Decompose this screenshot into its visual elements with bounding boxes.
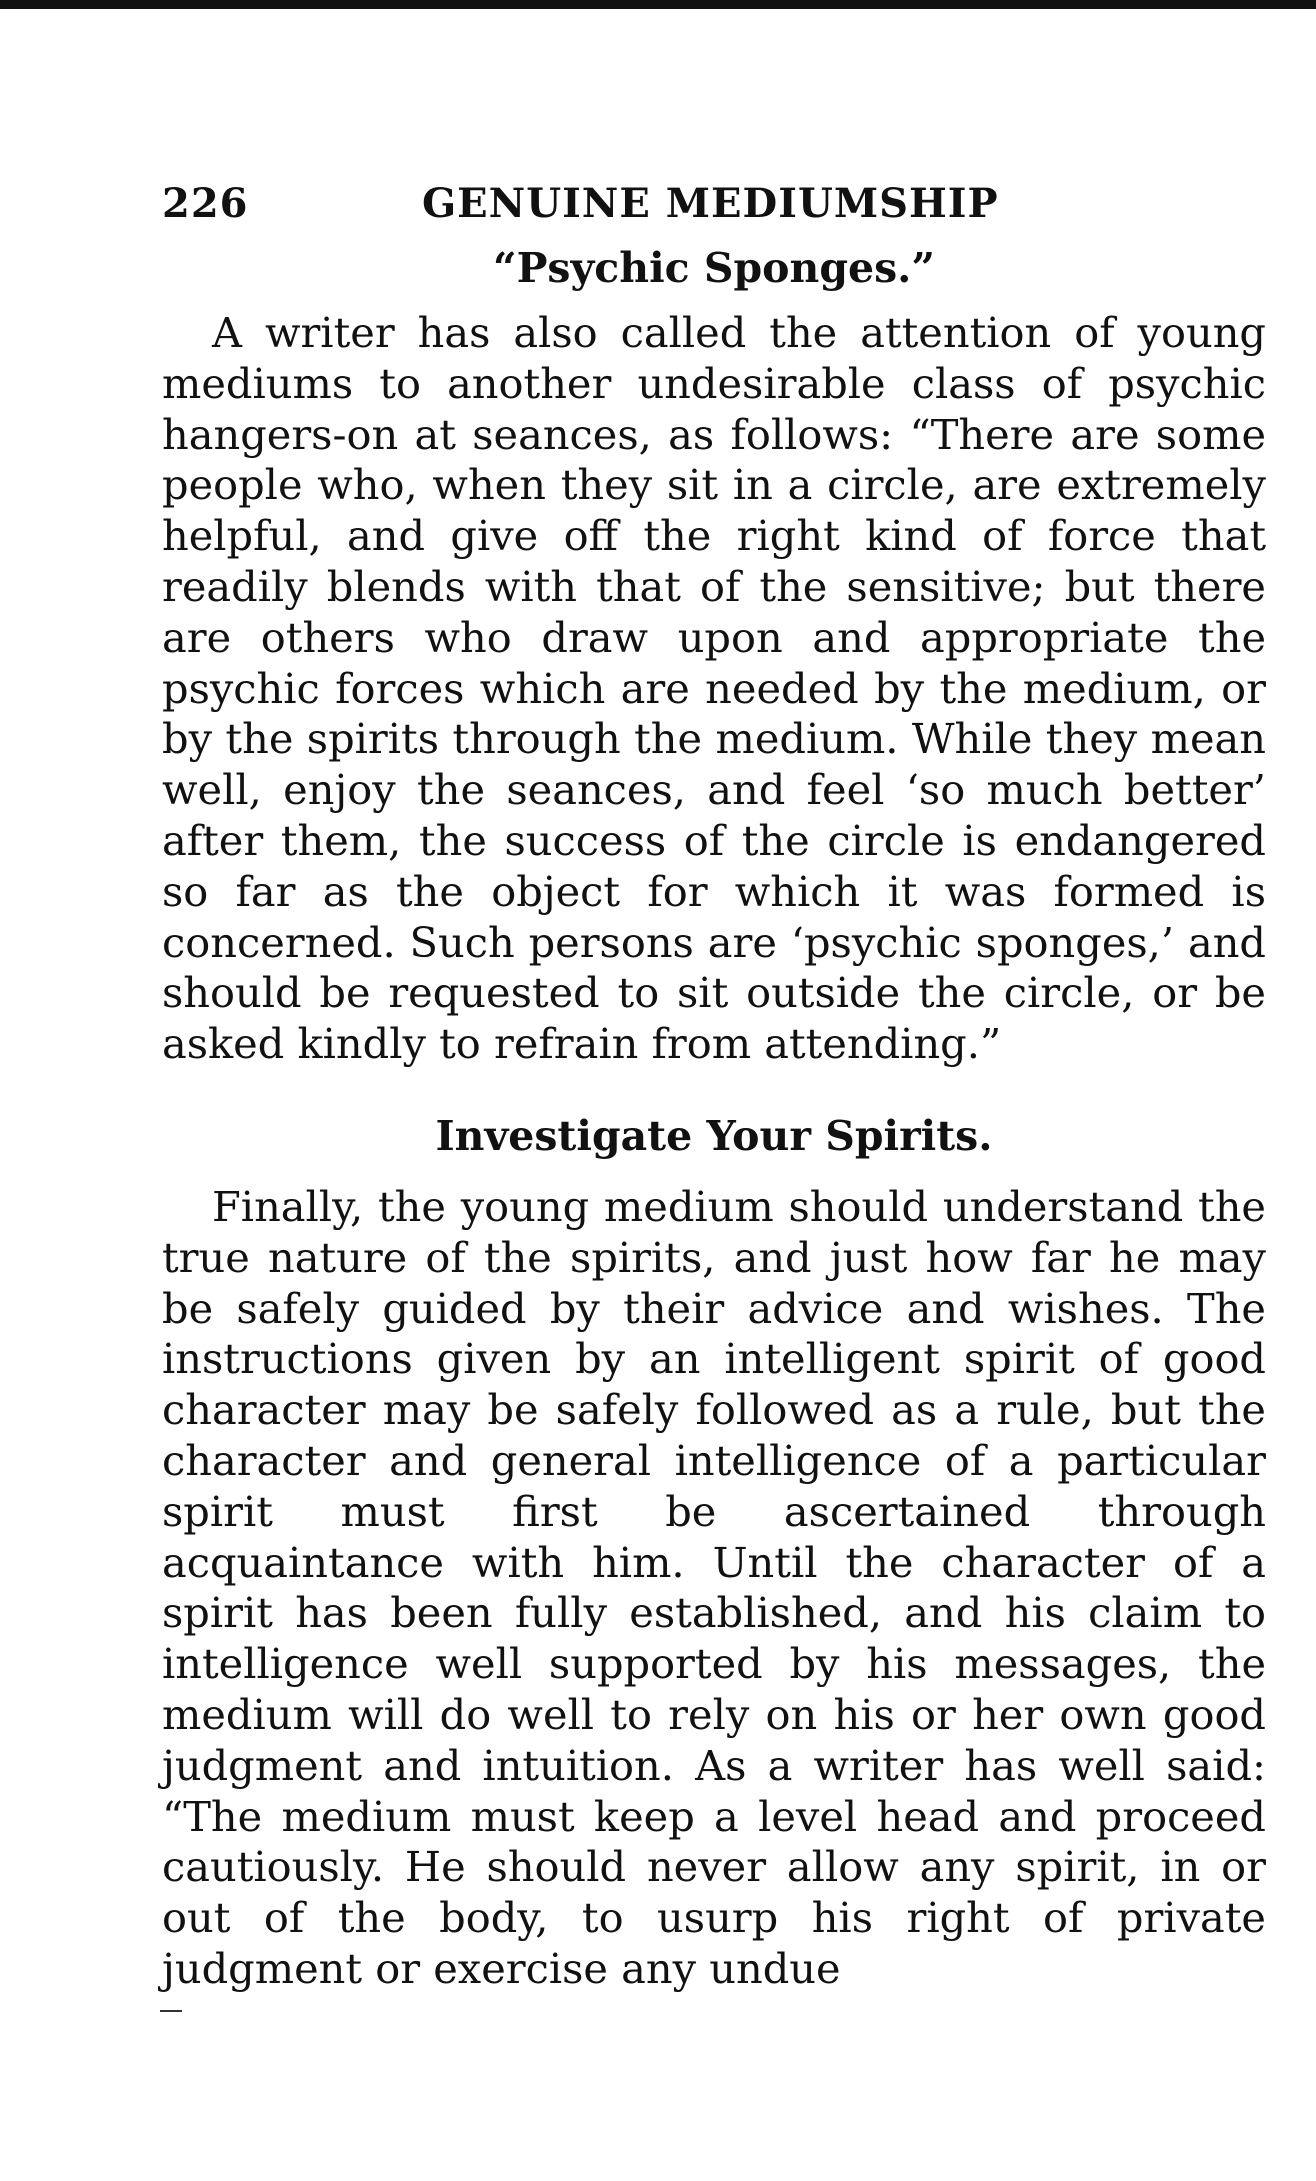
running-head (162, 170, 1266, 240)
running-title: GENUINE MEDIUMSHIP (422, 180, 999, 227)
page-number: 226 (162, 180, 249, 227)
top-border-rule (0, 0, 1316, 9)
section-heading-investigate-spirits: Investigate Your Spirits. (435, 1111, 993, 1160)
section-heading-psychic-sponges: “Psychic Sponges.” (492, 244, 936, 292)
corner-mark (160, 2010, 182, 2012)
book-page (162, 170, 1266, 1995)
paragraph-psychic-sponges: A writer has also called the attention of young mediums to another undesirable class of psychic hangers-on at seances, as follows: “There are some people who, when they sit in a circle, are extremely helpful, and give off the right kind of force that readily blends with that of the sensitive; but there are others who draw upon and appropriate the psychic forces which are needed by the medium, or by the spirits through the medium. While they mean well, enjoy the seances, and feel ‘so much better’ after them, the success of the circle is endangered so far as the object for which it was formed is concerned. Such persons are ‘psychic sponges,’ and should be requested to sit outside the circle, or be asked kindly to refrain from attending.” (162, 308, 1266, 1069)
paragraph-investigate-spirits: Finally, the young medium should understand the true nature of the spirits, and just how far he may be safely guided by their advice and wishes. The instructions given by an intelligent spirit of good character may be safely followed as a rule, but the character and general intelligence of a particular spirit must first be ascertained through acquaintance with him. Until the character of a spirit has been fully established, and his claim to intelligence well supported by his messages, the medium will do well to rely on his or her own good judgment and intuition. As a writer has well said: “The medium must keep a level head and proceed cautiously. He should never allow any spirit, in or out of the body, to usurp his right of private judgment or exercise any undue (162, 1181, 1266, 1993)
